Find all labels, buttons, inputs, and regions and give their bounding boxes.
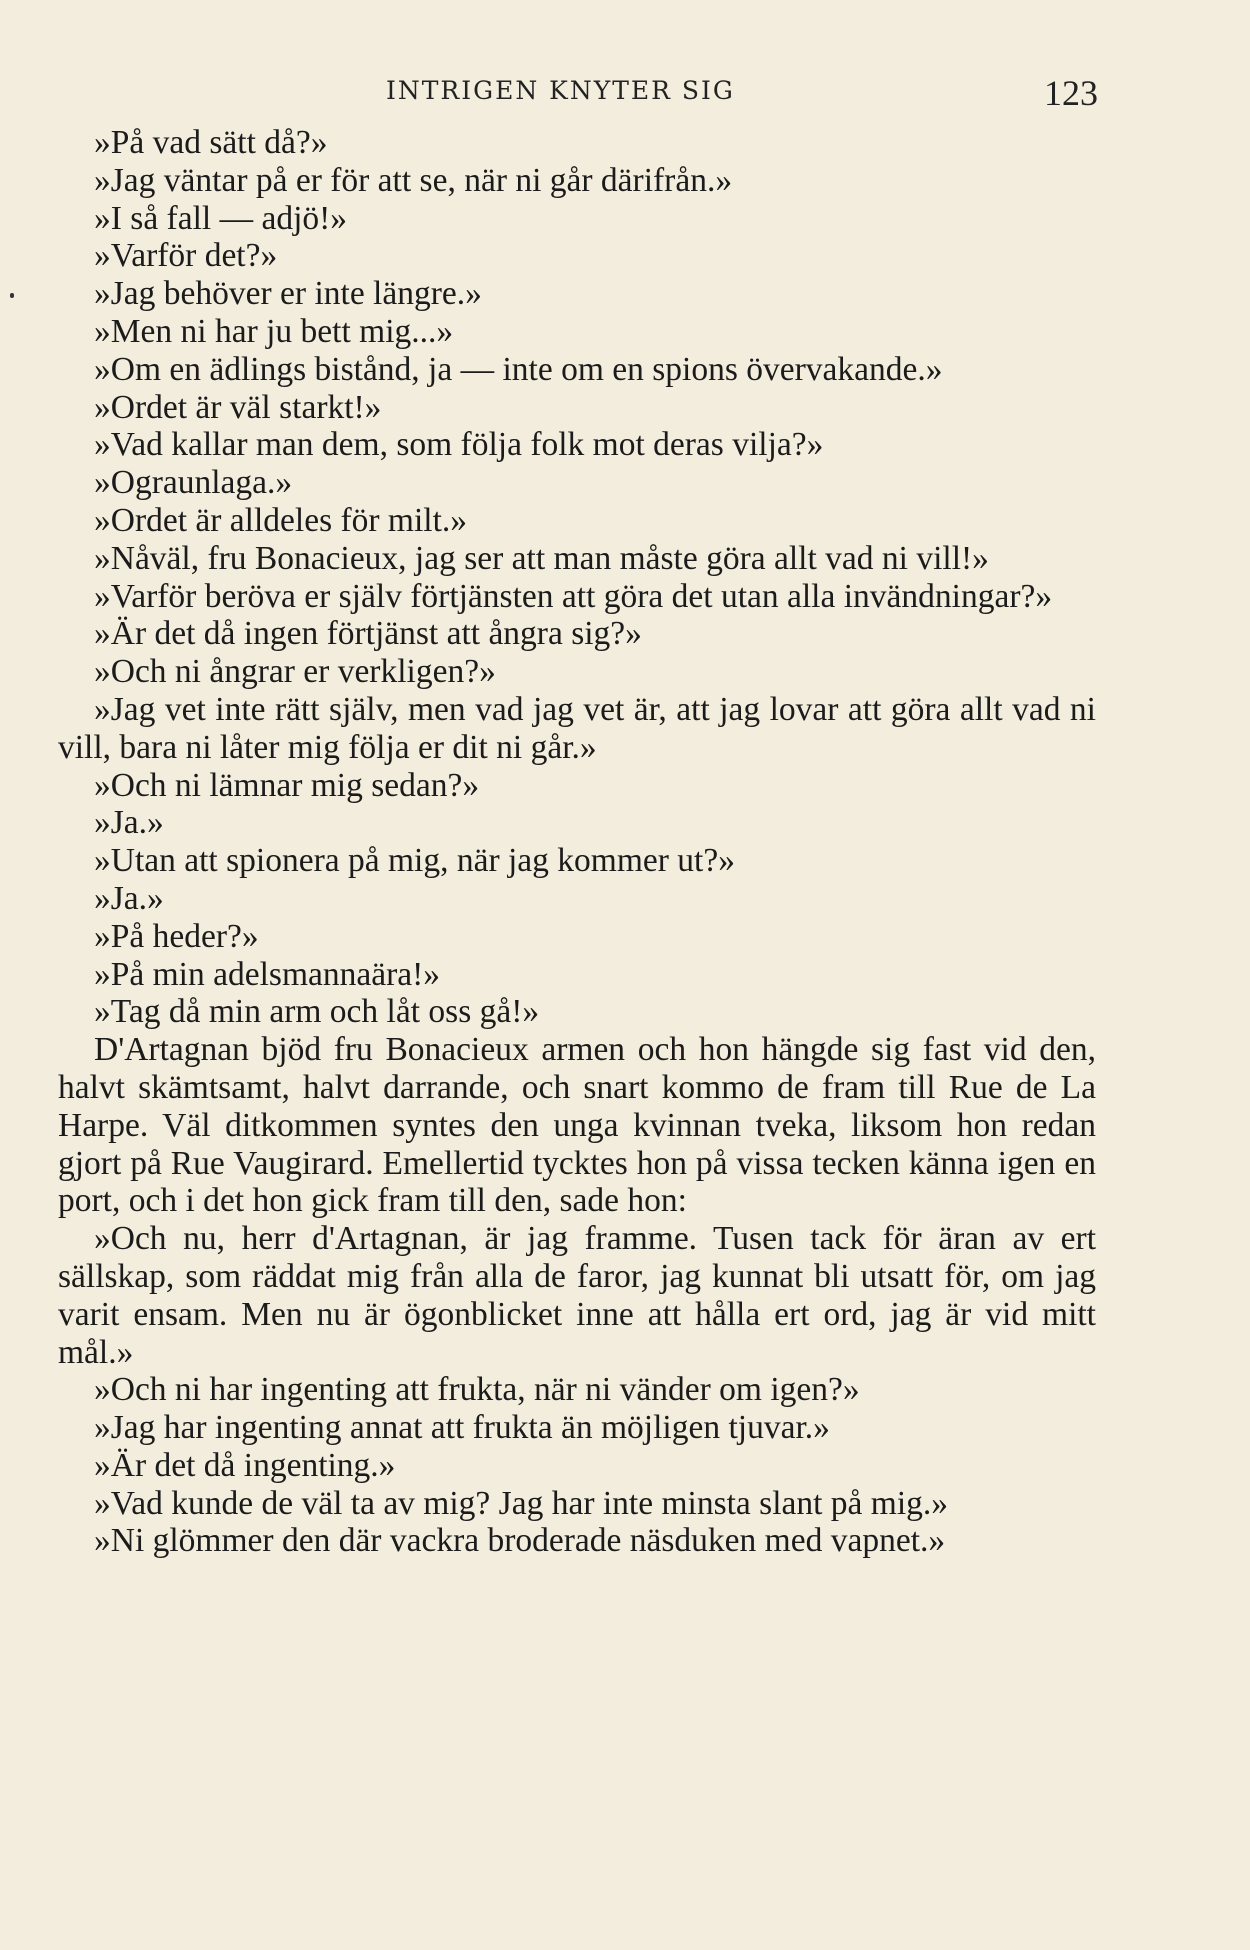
paragraph: »Jag behöver er inte längre.» (94, 275, 482, 313)
paragraph: »Ograunlaga.» (94, 464, 293, 502)
stray-ink-mark (10, 293, 14, 298)
paragraph: »Jag väntar på er för att se, när ni går därifrån.» (94, 161, 733, 199)
paragraph: »Vad kallar man dem, som följa folk mot deras vilja?» (94, 426, 824, 464)
paragraph: »Och ni ångrar er verkligen?» (94, 653, 496, 691)
paragraph: »På vad sätt då?» (94, 124, 328, 161)
paragraph: »Är det då ingen förtjänst att ångra sig?» (94, 615, 642, 653)
paragraph: »På heder?» (94, 917, 259, 955)
paragraph: »Varför det?» (94, 237, 278, 275)
paragraph: »Vad kunde de väl ta av mig? Jag har inte minsta slant på mig.» (94, 1484, 949, 1522)
paragraph: »Och nu, herr d'Artagnan, är jag framme. Tusen tack för äran av ert sällskap, som räddat mig från alla de faror, jag kunnat bli utsatt för, om jag varit ensam. Men nu är ögonblicket inne att hålla ert ord, jag är vid mitt mål.» (58, 1220, 1096, 1371)
paragraph: »Ordet är väl starkt!» (94, 388, 382, 426)
paragraph: »Jag vet inte rätt själv, men vad jag vet är, att jag lovar att göra allt vad ni vill, bara ni låter mig följa er dit ni går.» (58, 690, 1096, 766)
paragraph: »På min adelsmannaära!» (94, 955, 441, 993)
paragraph: »Och ni har ingenting att frukta, när ni vänder om igen?» (94, 1371, 860, 1409)
page-number: 123 (1044, 73, 1098, 113)
paragraph: »Tag då min arm och låt oss gå!» (94, 993, 540, 1031)
paragraph: »Varför beröva er själv förtjänsten att göra det utan alla invändningar?» (94, 577, 1053, 615)
paragraph: »Men ni har ju bett mig...» (94, 312, 454, 350)
chapter-title: INTRIGEN KNYTER SIG (386, 76, 735, 105)
paragraph: »Jag har ingenting annat att frukta än möjligen tjuvar.» (94, 1409, 830, 1447)
paragraph: »Ja.» (94, 879, 164, 917)
paragraph: »I så fall — adjö!» (94, 199, 348, 237)
paragraph: »Är det då ingenting.» (94, 1446, 396, 1484)
paragraph: »Nåväl, fru Bonacieux, jag ser att man måste göra allt vad ni vill!» (94, 539, 989, 577)
paragraph: D'Artagnan bjöd fru Bonacieux armen och hon hängde sig fast vid den, halvt skämtsamt, halvt darrande, och snart kommo de fram till Rue de La Harpe. Väl ditkommen syntes den unga kvinnan tveka, liksom hon redan gjort på Rue Vaugirard. Emellertid tycktes hon på vissa tecken känna igen en port, och i det hon gick fram till den, sade hon: (58, 1031, 1096, 1220)
paragraph: »Ni glömmer den där vackra broderade näsduken med vapnet.» (94, 1522, 946, 1560)
paragraph: »Och ni lämnar mig sedan?» (94, 766, 480, 804)
paragraph: »Utan att spionera på mig, när jag kommer ut?» (94, 842, 735, 880)
paragraph: »Ja.» (94, 804, 164, 842)
paragraph: »Om en ädlings bistånd, ja — inte om en spions övervakande.» (94, 350, 943, 388)
paragraph: »Ordet är alldeles för milt.» (94, 501, 468, 539)
body-text (58, 124, 1096, 1560)
running-head (0, 72, 1250, 112)
